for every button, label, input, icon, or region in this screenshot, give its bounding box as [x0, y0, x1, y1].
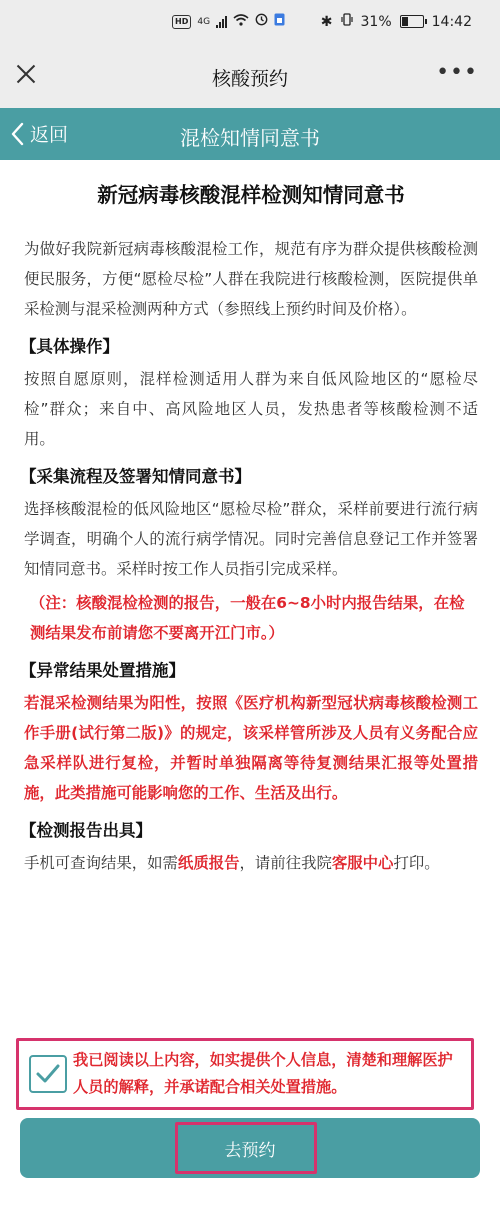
book-button[interactable]: [20, 1118, 480, 1178]
report-text-3: 打印。: [393, 854, 440, 872]
page-title: 核酸预约: [211, 68, 288, 90]
paper-report-highlight: 纸质报告: [177, 854, 240, 872]
consent-document: [20, 180, 478, 878]
battery-icon: [400, 15, 424, 28]
clock: 14:42: [431, 13, 472, 30]
sim-icon: [274, 13, 285, 30]
app-header: [0, 42, 500, 109]
status-right: [321, 13, 472, 30]
nav-bar: [0, 108, 500, 160]
report-text-2: ，请前往我院: [239, 854, 332, 872]
report-text-1: 手机可查询结果，如需: [24, 854, 178, 872]
service-center-highlight: 客服中心: [331, 854, 394, 872]
report-time-note: （注：核酸混检检测的报告，一般在6~8小时内报告结果，在检测结果发布前请您不要离开江门市。）: [30, 594, 465, 642]
section-body-abnormal: 若混采检测结果为阳性，按照《医疗机构新型冠状病毒核酸检测工作手册(试行第二版)》的规定，该采样管所涉及人员有义务配合应急采样队进行复检，并暂时单独隔离等待复测结果汇报等处置措施，此类措施可能影响您的工作、生活及出行。: [24, 694, 478, 802]
hd-badge: HD: [172, 15, 191, 29]
book-button-label: 去预约: [224, 1141, 276, 1161]
consent-checkbox[interactable]: [29, 1055, 67, 1093]
nav-title: 混检知情同意书: [180, 126, 320, 150]
back-label: 返回: [30, 124, 69, 146]
signal-icon: [216, 16, 227, 28]
status-bar: [0, 0, 500, 42]
document-title: 新冠病毒核酸混样检测知情同意书: [97, 183, 405, 207]
consent-box: [16, 1038, 474, 1110]
network-type: 4G: [197, 16, 211, 27]
sync-icon: [255, 13, 268, 30]
wifi-icon: [233, 14, 249, 30]
battery-fill: [402, 17, 409, 26]
section-heading-operation: 【具体操作】: [20, 337, 119, 356]
section-heading-procedure: 【采集流程及签署知情同意书】: [20, 467, 251, 486]
section-heading-report: 【检测报告出具】: [20, 821, 152, 840]
status-left: [172, 13, 285, 30]
bluetooth-icon: ✱: [320, 13, 333, 30]
section-body-report: [24, 848, 478, 878]
checkmark-icon: [35, 1061, 61, 1087]
section-body-procedure: 选择核酸混检的低风险地区“愿检尽检”群众，采样前要进行流行病学调查，明确个人的流行病学情况。同时完善信息登记工作并签署知情同意书。采样时按工作人员指引完成采样。: [24, 500, 478, 578]
consent-label[interactable]: 我已阅读以上内容，如实提供个人信息，清楚和理解医护人员的解释，并承诺配合相关处置措施。: [73, 1051, 453, 1096]
section-body-operation: 按照自愿原则，混样检测适用人群为来自低风险地区的“愿检尽检”群众；来自中、高风险地区人员，发热患者等核酸检测不适用。: [24, 370, 478, 448]
battery-percent: 31%: [360, 13, 392, 30]
intro-paragraph: 为做好我院新冠病毒核酸混检工作，规范有序为群众提供核酸检测便民服务，方便“愿检尽检”人群在我院进行核酸检测，医院提供单采检测与混采检测两种方式（参照线上预约时间及价格）。: [24, 240, 478, 318]
section-heading-abnormal: 【异常结果处置措施】: [20, 661, 185, 680]
more-menu-icon[interactable]: •••: [436, 60, 478, 85]
vibrate-icon: [341, 13, 353, 30]
